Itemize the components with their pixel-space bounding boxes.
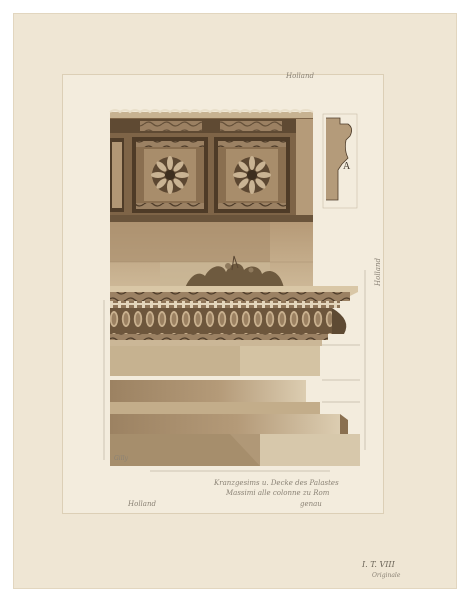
caption-line-3: genau (300, 500, 322, 508)
coffered-ceiling (110, 110, 313, 222)
catalog-number: I. T. VIII (362, 560, 395, 569)
pencil-note-bottom-left: Holland (128, 500, 156, 508)
base-blocks (110, 380, 360, 466)
profile-label: A (343, 161, 351, 172)
caption-line-2: Massimi alle colonne zu Rom (226, 489, 330, 497)
catalog-sub: Originale (372, 572, 401, 579)
signature: Gilly (114, 455, 128, 462)
coffer-rosette-left (132, 137, 208, 213)
cornice (110, 286, 358, 376)
profile-a-section (323, 114, 357, 208)
caption-line-1: Kranzgesims u. Decke des Palastes (214, 479, 339, 487)
pencil-note-side: Holland (374, 258, 382, 286)
coffer-rosette-right (214, 137, 290, 213)
pencil-note-top: Holland (286, 72, 314, 80)
